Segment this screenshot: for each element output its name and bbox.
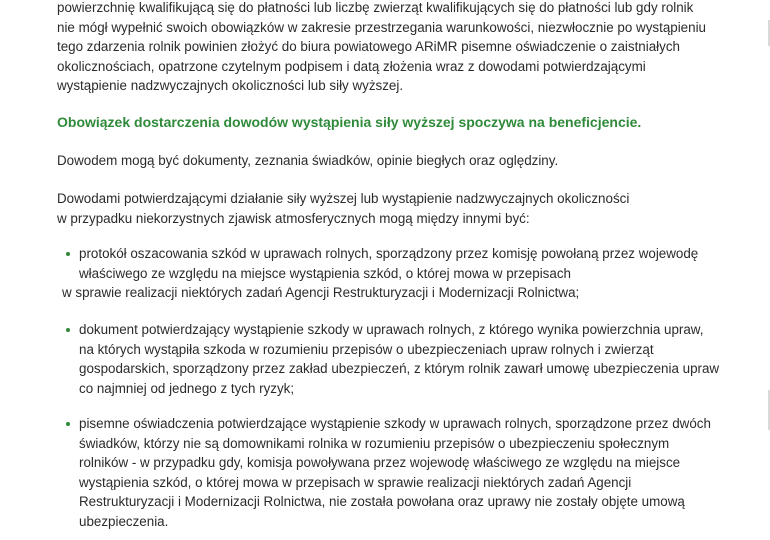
text-line: właściwego ze względu na miejsce wystąpienia szkód, o której mowa w przepisach bbox=[79, 265, 571, 281]
text-line: powierzchnię kwalifikującą się do płatności lub liczbę zwierząt kwalifikujących się do płatności lub gdy rolnik bbox=[57, 0, 694, 15]
text-line: w sprawie realizacji niektórych zadań Agencji Restrukturyzacji i Modernizacji Rolnictwa; bbox=[62, 285, 580, 301]
text-line: co najmniej od jednego z tych ryzyk; bbox=[79, 380, 295, 396]
bullet-dot-icon bbox=[64, 324, 76, 336]
text-line: okolicznościach, opatrzone czytelnym podpisem i datą złożenia wraz z dowodami potwierdzającymi bbox=[57, 58, 646, 74]
text-line: wystąpienia szkód, o której mowa w przepisach w sprawie realizacji niektórych zadań Agencji bbox=[79, 474, 632, 490]
text-line: Dowodem mogą być dokumenty, zeznania świadków, opinie biegłych oraz oględziny. bbox=[57, 153, 559, 168]
text-line: Restrukturyzacji i Modernizacji Rolnictwa, nie została powołana oraz uprawy nie zostały objęte umową bbox=[79, 494, 685, 510]
bullet-dot-icon bbox=[64, 418, 76, 430]
section-heading: Obowiązek dostarczenia dowodów wystąpienia siły wyższej spoczywa na beneficjencie. bbox=[57, 114, 642, 130]
intro-paragraph bbox=[57, 0, 720, 96]
text-line: protokół oszacowania szkód w uprawach rolnych, sporządzony przez komisję powołaną przez wojewodę bbox=[79, 246, 699, 261]
text-line: w przypadku niekorzystnych zjawisk atmosferycznych mogą między innymi być: bbox=[57, 210, 530, 226]
text-line: gospodarskich, sporządzony przez zakład ubezpieczeń, z którym rolnik zawarł umowę ubezpieczenia upraw bbox=[79, 361, 720, 377]
list-item bbox=[79, 414, 720, 532]
list-item bbox=[79, 320, 720, 398]
text-line: pisemne oświadczenia potwierdzające wystąpienie szkody w uprawach rolnych, sporządzone przez dwóch bbox=[79, 416, 711, 431]
proofs-intro-paragraph bbox=[57, 189, 720, 228]
text-line: wystąpienie nadzwyczajnych okoliczności lub siły wyższej. bbox=[57, 78, 404, 94]
bullet-dot-icon bbox=[64, 248, 76, 260]
evidence-paragraph bbox=[57, 151, 720, 171]
text-line: na których wystąpiła szkoda w rozumieniu przepisów o ubezpieczeniach upraw rolnych i zwierząt bbox=[79, 341, 654, 357]
text-line: rolników - w przypadku gdy, komisja powoływana przez wojewodę właściwego ze względu na miejsce bbox=[79, 455, 681, 471]
list-item bbox=[62, 244, 720, 303]
text-line: dokument potwierdzający wystąpienie szkody w uprawach rolnych, z którego wynika powierzchnia upraw, bbox=[79, 322, 704, 337]
text-line: tego zdarzenia rolnik powinien złożyć do biura powiatowego ARiMR pisemne oświadczenie o zaistniałych bbox=[57, 39, 680, 55]
text-line: nie mógł wypełnić swoich obowiązków w zakresie przestrzegania warunkowości, niezwłocznie po wystąpieniu bbox=[57, 19, 707, 35]
text-line: Dowodami potwierdzającymi działanie siły wyższej lub wystąpienie nadzwyczajnych okoliczności bbox=[57, 191, 630, 206]
text-line: świadków, którzy nie są domownikami rolnika w rozumieniu przepisów o ubezpieczeniu społecznym bbox=[79, 435, 670, 451]
text-line: ubezpieczenia. bbox=[79, 513, 169, 529]
